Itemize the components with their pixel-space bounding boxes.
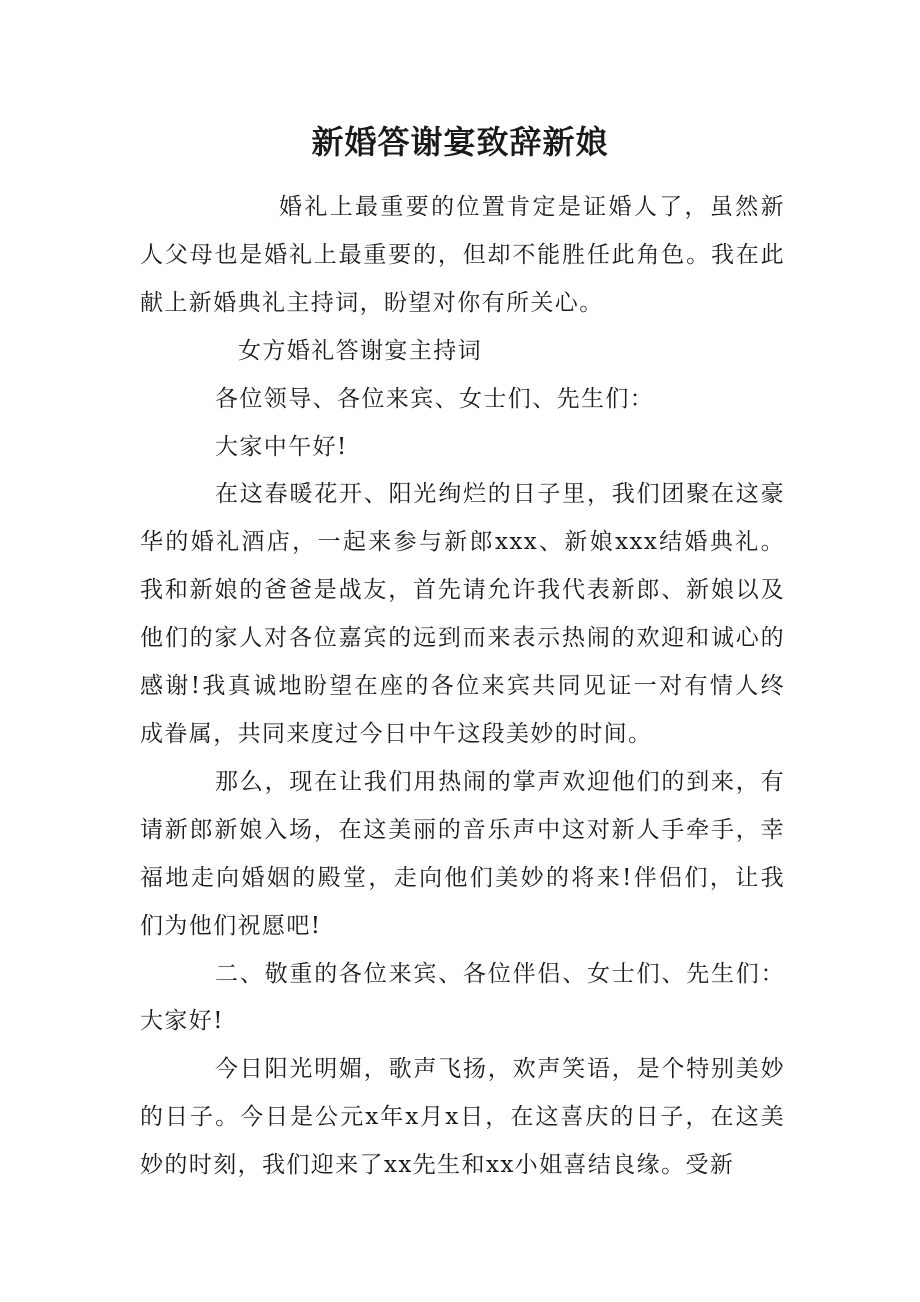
document-title: 新婚答谢宴致辞新娘 <box>311 123 609 161</box>
document-body <box>140 184 785 1190</box>
section-heading: 女方婚礼答谢宴主持词 <box>238 337 482 364</box>
salutation-paragraph: 各位领导、各位来宾、女士们、先生们： <box>215 385 655 412</box>
greeting-paragraph: 大家中午好! <box>215 433 348 460</box>
welcome-paragraph: 在这春暖花开、阳光绚烂的日子里，我们团聚在这豪华的婚礼酒店，一起来参与新郎xxx、新娘xxx结婚典礼。我和新娘的爸爸是战友，首先请允许我代表新郎、新娘以及他们的家人对各位嘉宾的远到而来表示热闹的欢迎和诚心的感谢!我真诚地盼望在座的各位来宾共同见证一对有情人终成眷属，共同来度过今日中午这段美妙的时间。 <box>140 481 785 747</box>
entrance-paragraph: 那么，现在让我们用热闹的掌声欢迎他们的到来，有请新郎新娘入场，在这美丽的音乐声中这对新人手牵手，幸福地走向婚姻的殿堂，走向他们美妙的将来!伴侣们，让我们为他们祝愿吧! <box>140 768 785 939</box>
intro-paragraph: 婚礼上最重要的位置肯定是证婚人了，虽然新人父母也是婚礼上最重要的，但却不能胜任此角色。我在此献上新婚典礼主持词，盼望对你有所关心。 <box>140 194 785 316</box>
second-section-paragraph: 二、敬重的各位来宾、各位伴侣、女士们、先生们：大家好! <box>140 960 785 1035</box>
closing-paragraph: 今日阳光明媚，歌声飞扬，欢声笑语，是个特别美妙的日子。今日是公元x年x月x日，在这喜庆的日子，在这美妙的时刻，我们迎来了xx先生和xx小姐喜结良缘。受新 <box>140 1056 785 1179</box>
